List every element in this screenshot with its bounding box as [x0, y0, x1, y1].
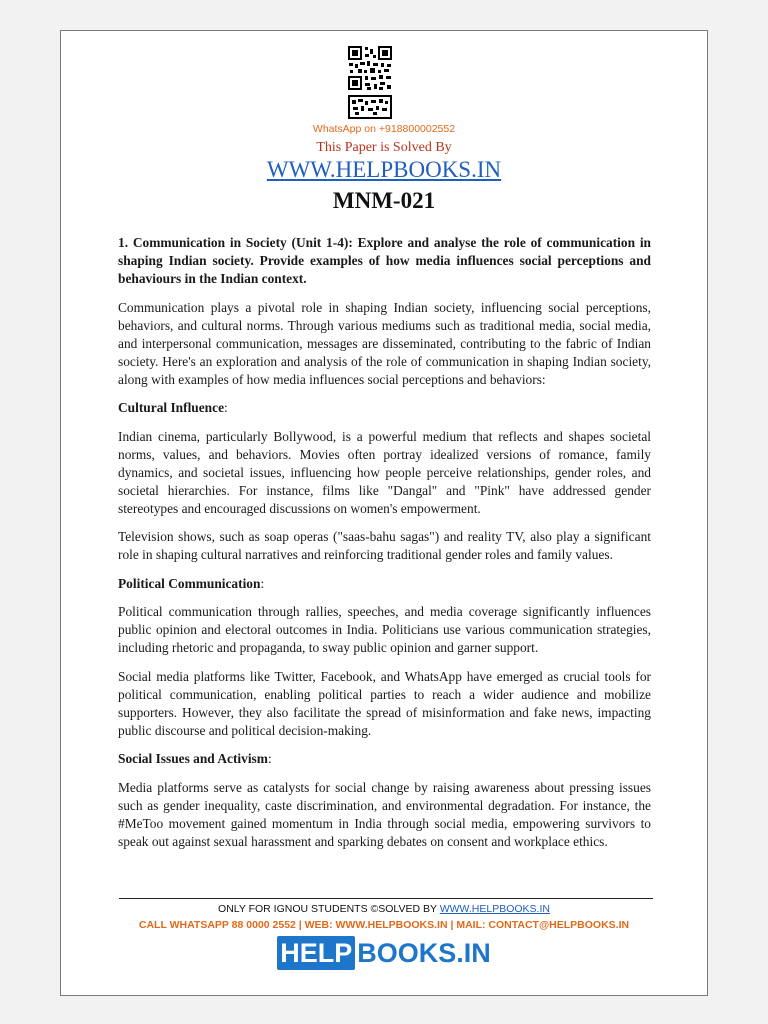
section-heading-social: Social Issues and Activism:: [118, 751, 272, 766]
solved-by-text: This Paper is Solved By: [316, 140, 452, 155]
site-link[interactable]: WWW.HELPBOOKS.IN: [266, 157, 502, 182]
section-title: Political Communication: [118, 575, 261, 591]
footer-notice-text: ONLY FOR IGNOU STUDENTS ©SOLVED BY: [218, 903, 440, 915]
logo-rest-text: BOOKS.IN: [357, 938, 491, 968]
footer-notice: [61, 903, 707, 915]
helpbooks-logo: [61, 936, 707, 970]
footer-contact: CALL WHATSAPP 88 0000 2552 | WEB: WWW.HELPBOOKS.IN | MAIL: CONTACT@HELPBOOKS.IN: [138, 919, 630, 931]
footer-site-link[interactable]: WWW.HELPBOOKS.IN: [439, 903, 550, 915]
whatsapp-number: WhatsApp on +918800002552: [312, 123, 456, 135]
document-page: [60, 30, 708, 996]
section-heading-cultural: Cultural Influence:: [118, 400, 228, 415]
paragraph: Indian cinema, particularly Bollywood, is a powerful medium that reflects and shapes societal norms, values, and behaviors. Movies often portray idealized versions of romance, family dynamics, and societal issues, influencing how people perceive relationships, gender roles, and societal hierarchies. For instance, films like "Dangal" and "Pink" have addressed gender stereotypes and encouraged discussions on women's empowerment.: [118, 428, 651, 516]
section-title: Cultural Influence: [118, 400, 225, 415]
section-title: Social Issues and Activism: [118, 751, 268, 766]
qr-code-icon: [347, 45, 393, 121]
paragraph: Television shows, such as soap operas ("saas-bahu sagas") and reality TV, also play a significant role in shaping cultural narratives and reinforcing traditional gender roles and family values.: [118, 529, 651, 562]
question-heading: 1. Communication in Society (Unit 1-4): Explore and analyse the role of communication in shaping Indian society. Provide examples of how media influences social perceptions and behaviours in the Indian context.: [118, 235, 651, 286]
paragraph: Social media platforms like Twitter, Facebook, and WhatsApp have emerged as crucial tools for political communication, enabling political parties to reach a wider audience and mobilize supporters. However, they also facilitate the spread of misinformation and fake news, impacting public discourse and political decision-making.: [118, 668, 651, 738]
intro-paragraph: Communication plays a pivotal role in shaping Indian society, influencing social perceptions, behaviors, and cultural norms. Through various mediums such as traditional media, social media, and interpersonal communication, messages are disseminated, contributing to the fabric of Indian society. Here's an exploration and analysis of the role of communication in shaping Indian society, along with examples of how media influences social perceptions and behaviors:: [118, 299, 651, 387]
paragraph: Political communication through rallies, speeches, and media coverage significantly influences public opinion and electoral outcomes in India. Politicians use various communication strategies, including rhetoric and propaganda, to sway public opinion and garner support.: [118, 604, 651, 655]
paragraph: Media platforms serve as catalysts for social change by raising awareness about pressing issues such as gender inequality, caste discrimination, and environmental degradation. For instance, the #MeToo movement gained momentum in India through social media, empowering survivors to speak out against sexual harassment and sparking debates on consent and workplace ethics.: [118, 779, 651, 849]
logo-box-text: HELP: [277, 936, 355, 970]
paper-code: MNM-021: [332, 188, 436, 213]
footer-divider: [119, 898, 653, 899]
section-heading-political: Political Communication:: [118, 575, 265, 591]
document-body: [118, 234, 651, 861]
